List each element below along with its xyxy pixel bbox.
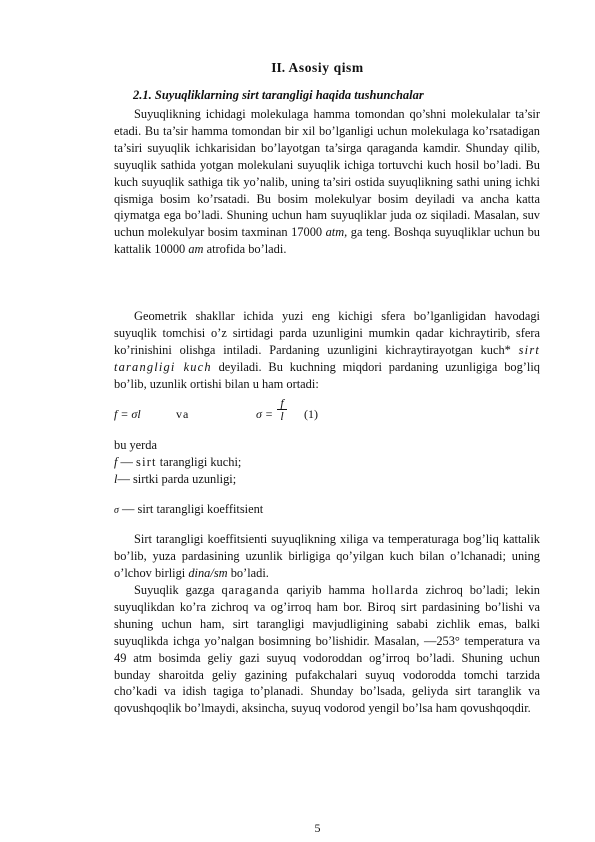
p4-mid: qariyib hamma (279, 583, 372, 597)
formula-sigma-lhs: σ = (256, 407, 274, 421)
definition-sigma-text: — sirt tarangligi koeffitsient (118, 502, 264, 516)
paragraph-surface-tension-force (114, 308, 540, 393)
formula-denominator: l (280, 409, 284, 423)
formula-conjunction: va (176, 407, 190, 421)
definition-l (114, 472, 236, 487)
definition-f-text: tarangligi kuchi; (156, 455, 242, 469)
p4-rest: zichroq bo’ladi; lekin suyuqlikdan ko’ra zichroq va og’irroq ham bor. Biroq sirt pardasining bo’lishi va shuning uchun ham, sirt tarangligi mavjudligining sababi zichlik emas, balki suyuqlikda ichga yo’nalgan bosimning bo’lishidir. Masalan, —253° temperatura va 49 atm bosimda geliy gazi suyuq vodoroddan og’irroq bo’ladi. Shuning uchun bunday sharoitda geliy gazining pufakchalari suyuq vodorodda tomchi tarzida cho’kadi va idish tagiga to’planadi. Shunday bo’lsada, geliyda sirt taranglik va qovushqoqlik bo’lmaydi, aksincha, suyuq vodorod yengil bo’lsa ham qovushqoqdir. (114, 583, 540, 716)
paragraph-helium-hydrogen (114, 582, 540, 717)
definition-sigma-symbol: σ (114, 505, 119, 516)
p4-spaced-2: hollarda (371, 583, 419, 597)
definition-f-term: sirt (136, 455, 157, 469)
p1-end: atrofida bo’ladi. (203, 242, 287, 257)
definition-f-symbol: f (114, 455, 118, 469)
p1-unit-atm: atm, (325, 225, 348, 240)
formula-numerator: f (277, 398, 287, 410)
p2-term: sirt tarangligi kuch (114, 342, 540, 374)
subsection-heading: 2.1. Suyuqliklarning sirt tarangligi haqida tushunchalar (133, 88, 424, 102)
p3-unit: dina/sm (188, 565, 228, 580)
definition-sigma (114, 502, 263, 517)
p1-text: Suyuqlikning ichidagi molekulaga hamma tomondan qo’shni molekulalar ta’sir etadi. Bu ta’sir hamma tomondan bir xil bo’lganligi uchun molekulaga ko’rsatadigan ta’siri suyuqlik ichkarisidan bo’layotgan ta’sirga qaraganda kamdir. Shunday qilib, suyuqlik sathida yotgan molekulani suyuqlik ichiga tortuvchi kuch hosil bo’ladi. Bu kuch suyuqlik sathiga tik yo’nalib, uning ta’siri ostida suyuqlikning sathi uning ichki qismiga bosim ko’rsatadi. Bu bosim molekulyar bosim deyiladi va ancha katta qiymatga ega bo’ladi. Shuning uchun ham suyuqliklar juda oz siqiladi. Masalan, suv uchun molekulyar bosim taxminan 17000 (114, 107, 540, 240)
definitions-intro: bu yerda (114, 438, 158, 452)
definition-l-text: — sirtki parda uzunligi; (117, 472, 237, 486)
paragraph-molecular-pressure (114, 106, 540, 258)
section-heading (0, 60, 595, 76)
p1-unit-am: am (188, 242, 204, 257)
p4-start: Suyuqlik gazga (134, 583, 222, 597)
formula-fraction (277, 398, 287, 422)
definition-f-dash: — (117, 455, 137, 469)
definition-l-symbol: l (114, 472, 118, 486)
formula-1 (114, 396, 540, 426)
formula-f-equals-sigma-l: f = σl (114, 407, 141, 421)
p3-text: Sirt tarangligi koeffitsienti suyuqlikning xiliga va temperaturaga bog’liq kattalik bo’lib, yuza pardasining uzunlik birligiga qo’yilgan kuch bilan o’lchanadi; uning o’lchov birligi (114, 532, 540, 580)
section-title: Asosiy qism (288, 60, 364, 75)
p2-end: deyiladi. Bu kuchning miqdori pardaning uzunligiga bog’liq bo’lib, uzunlik ortishi bilan u ham ortadi: (114, 359, 540, 391)
p1-mid: ga teng. Boshqa suyuqliklar uchun bu kattalik 10000 (114, 225, 540, 257)
page-number: 5 (314, 821, 321, 835)
formula-number: (1) (304, 407, 318, 421)
p4-spaced-1: qaraganda (221, 583, 280, 597)
p3-end: bo’ladi. (227, 565, 269, 580)
p2-text: Geometrik shakllar ichida yuzi eng kichigi sfera bo’lganligidan havodagi suyuqlik tomchisi o’z sirtidagi parda uzunligini mumkin qadar kichraytirib, sfera ko’rinishini olishga intiladi. Pardaning uzunligini kichraytirayotgan kuch* (114, 309, 540, 357)
paragraph-coefficient (114, 531, 540, 582)
section-number: II. (271, 60, 286, 75)
definition-f (114, 455, 241, 470)
